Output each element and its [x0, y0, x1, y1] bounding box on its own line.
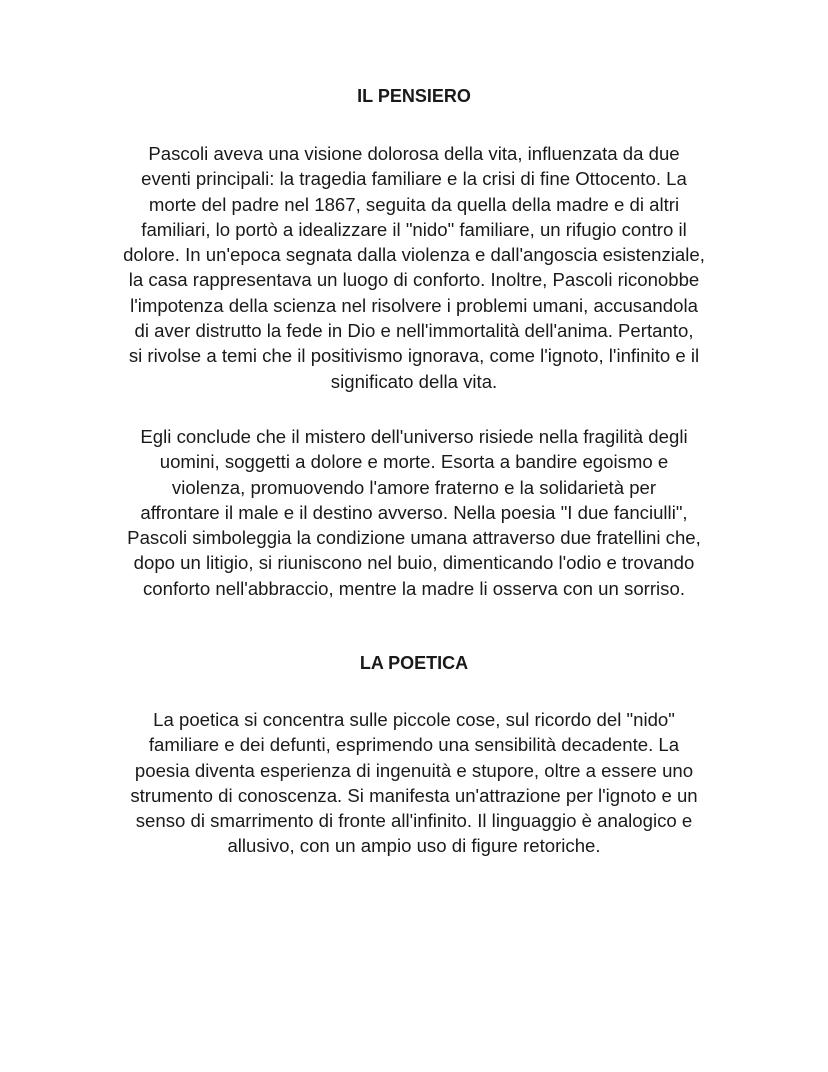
text-line: significato della vita. [330, 370, 498, 392]
text-line: la casa rappresentava un luogo di conforto. Inoltre, Pascoli riconobbe [128, 269, 700, 291]
heading-il-pensiero: IL PENSIERO [357, 86, 471, 106]
text-line: familiari, lo portò a idealizzare il "nido" familiare, un rifugio contro il [141, 218, 687, 240]
paragraph-pensiero-1 [0, 141, 828, 394]
paragraph-pensiero-2 [0, 424, 828, 601]
text-line: poesia diventa esperienza di ingenuità e stupore, oltre a essere uno [134, 759, 694, 781]
heading-la-poetica: LA POETICA [359, 653, 469, 673]
paragraph-poetica [0, 707, 828, 859]
text-line: l'impotenza della scienza nel risolvere i problemi umani, accusandola [130, 294, 698, 316]
text-line: dopo un litigio, si riuniscono nel buio, dimenticando l'odio e trovando [133, 552, 695, 574]
text-line: familiare e dei defunti, esprimendo una sensibilità decadente. La [148, 734, 680, 756]
text-line: La poetica si concentra sulle piccole cose, sul ricordo del "nido" [153, 709, 675, 730]
text-line: strumento di conoscenza. Si manifesta un'attrazione per l'ignoto e un [130, 784, 698, 806]
text-line: di aver distrutto la fede in Dio e nell'immortalità dell'anima. Pertanto, [134, 320, 694, 342]
text-line: Pascoli simboleggia la condizione umana attraverso due fratellini che, [127, 527, 701, 549]
text-line: affrontare il male e il destino avverso. Nella poesia "I due fanciulli", [140, 501, 688, 523]
text-line: conforto nell'abbraccio, mentre la madre li osserva con un sorriso. [143, 577, 685, 599]
text-line: Pascoli aveva una visione dolorosa della vita, influenzata da due [148, 143, 680, 164]
text-line: morte del padre nel 1867, seguita da quella della madre e di altri [148, 193, 680, 215]
text-line: Egli conclude che il mistero dell'universo risiede nella fragilità degli [140, 426, 688, 447]
text-line: senso di smarrimento di fronte all'infinito. Il linguaggio è analogico e [135, 810, 693, 832]
text-line: dolore. In un'epoca segnata dalla violenza e dall'angoscia esistenziale, [123, 244, 705, 266]
text-line: uomini, soggetti a dolore e morte. Esorta a bandire egoismo e [159, 451, 669, 473]
text-line: eventi principali: la tragedia familiare e la crisi di fine Ottocento. La [141, 168, 687, 190]
text-line: allusivo, con un ampio uso di figure retoriche. [227, 835, 601, 857]
text-line: si rivolse a temi che il positivismo ignorava, come l'ignoto, l'infinito e il [128, 345, 700, 367]
text-line: violenza, promuovendo l'amore fraterno e la solidarietà per [171, 476, 657, 498]
